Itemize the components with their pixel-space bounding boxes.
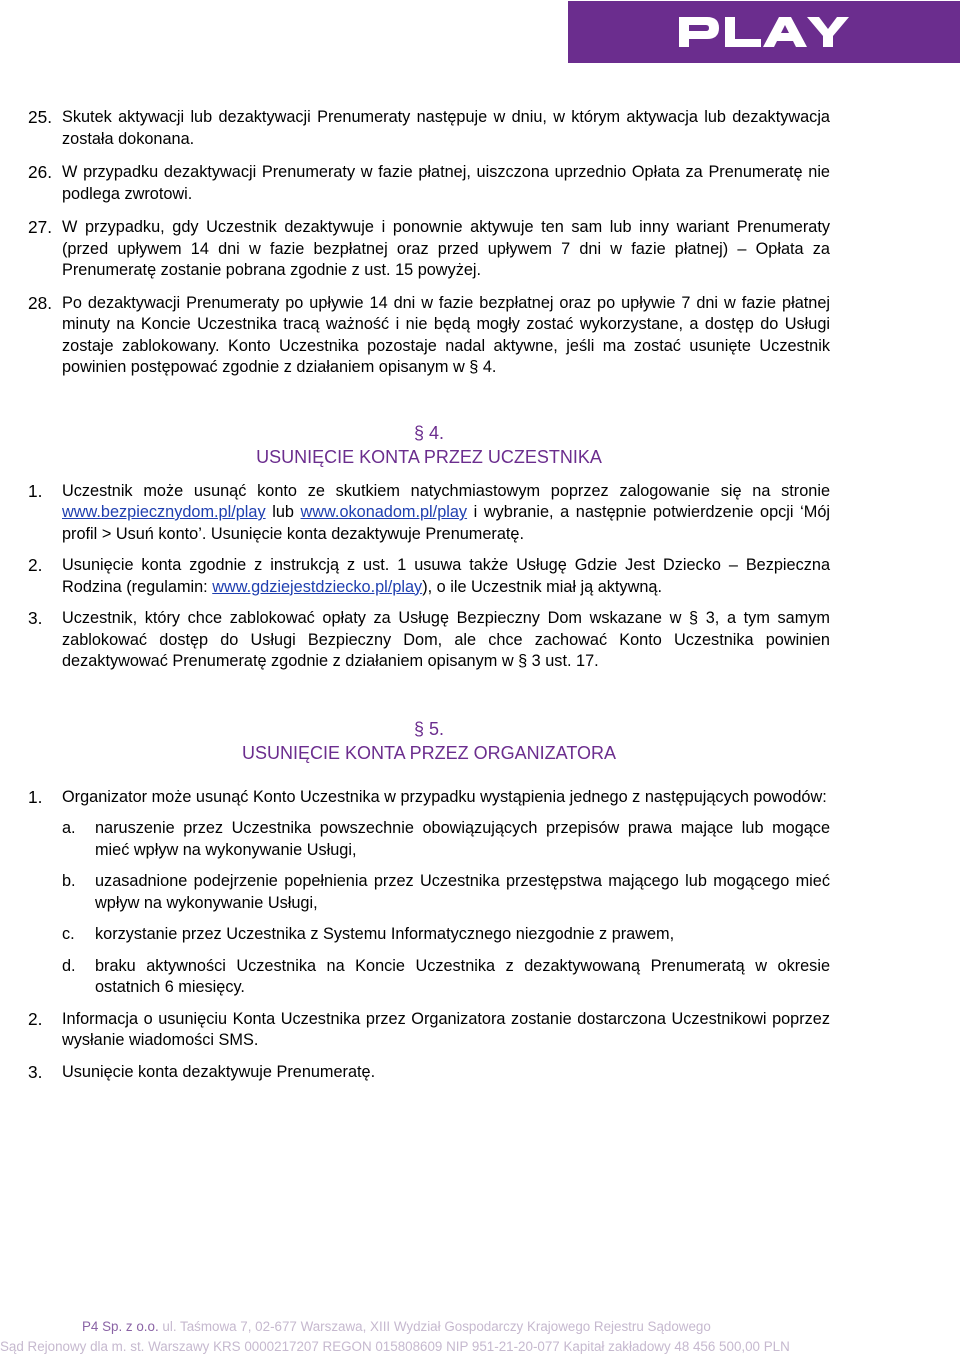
paragraph-number: 26. (28, 162, 53, 182)
subitem-letter: a. (62, 819, 76, 837)
section-5-item-1 (28, 787, 830, 809)
section-5-subitem-d (28, 956, 830, 999)
item-number: 1. (28, 786, 43, 807)
item-text: lub (265, 503, 301, 521)
section-title: USUNIĘCIE KONTA PRZEZ ORGANIZATORA (241, 742, 617, 763)
footer-address: ul. Taśmowa 7, 02-677 Warszawa, XIII Wydział Gospodarczy Krajowego Rejestru Sądowego (158, 1319, 711, 1334)
paragraph-28 (28, 293, 830, 379)
item-number: 2. (28, 555, 43, 575)
section-number: § 5. (413, 718, 445, 739)
section-number: § 4. (413, 422, 445, 443)
footer-registry: Sąd Rejonowy dla m. st. Warszawy KRS 0000217207 REGON 015808609 NIP 951-21-20-077 Kapitał zakładowy 48 456 500,00 PLN (0, 1339, 790, 1354)
subitem-letter: c. (62, 925, 75, 943)
subitem-text: braku aktywności Uczestnika na Koncie Uczestnika z dezaktywowaną Prenumeratą w okresie ostatnich 6 miesięcy. (95, 956, 830, 996)
paragraph-text: W przypadku dezaktywacji Prenumeraty w fazie płatnej, uiszczona uprzednio Opłata za Prenumeratę nie podlega zwrotowi. (62, 163, 830, 203)
item-number: 2. (28, 1008, 43, 1029)
item-text: i wybranie, a następnie potwierdzenie opcji ‘Mój profil > Usuń konto’. Usunięcie konta dezaktywuje Prenumeratę. (62, 503, 830, 543)
footer-company: P4 Sp. z o.o. (82, 1319, 159, 1334)
section-4-heading (28, 421, 830, 469)
paragraph-number: 27. (28, 217, 53, 237)
paragraph-25 (28, 107, 830, 150)
subitem-text: uzasadnione podejrzenie popełnienia przez Uczestnika przestępstwa mającego lub mogącego mieć wpływ na wykonywanie Usługi, (95, 872, 830, 912)
paragraph-text: W przypadku, gdy Uczestnik dezaktywuje i ponownie aktywuje ten sam lub inny wariant Prenumeraty (przed upływem 14 dni w fazie bezpłatnej oraz przed upływem 7 dni w fazie płatnej) – Opłata za Prenumeratę zostanie pobrana zgodnie z ust. 15 powyżej. (62, 218, 830, 279)
section-5-item-2 (28, 1009, 830, 1052)
section-4-item-2 (28, 555, 830, 598)
subitem-text: naruszenie przez Uczestnika powszechnie obowiązujących przepisów prawa mające lub mogące mieć wpływ na wykonywanie Usługi, (95, 819, 830, 859)
paragraph-text: Po dezaktywacji Prenumeraty po upływie 14 dni w fazie bezpłatnej oraz po upływie 7 dni w fazie płatnej minuty na Koncie Uczestnika tracą ważność i nie będą mogły zostać wykorzystane, a dostęp do Usługi zostaje zablokowany. Konto Uczestnika pozostaje nadal aktywne, jeśli ma zostać usunięte Uczestnik powinien postępować zgodnie z działaniem opisanym w § 4. (62, 293, 830, 376)
section-5-item-3 (28, 1062, 830, 1084)
item-text: ), o ile Uczestnik miał ją aktywną. (422, 577, 662, 596)
item-text: Uczestnik, który chce zablokować opłaty za Usługę Bezpieczny Dom wskazane w § 3, a tym samym zablokować dostęp do Usługi Bezpieczny Dom, ale chce zachować Konto Uczestnika powinien dezaktywować Prenumeratę zgodnie z działaniem opisanym w § 3 ust. 17. (62, 609, 830, 670)
item-text: Uczestnik może usunąć konto ze skutkiem natychmiastowym poprzez zalogowanie się na stronie (62, 481, 830, 500)
section-4-item-1 (28, 481, 830, 546)
item-number: 3. (28, 1061, 43, 1082)
paragraph-text: Skutek aktywacji lub dezaktywacji Prenumeraty następuje w dniu, w którym aktywacja lub dezaktywacja została dokonana. (62, 108, 830, 148)
item-number: 1. (28, 480, 43, 501)
paragraph-number: 25. (28, 107, 53, 127)
paragraph-number: 28. (28, 292, 53, 313)
play-logo (568, 1, 960, 63)
section-title: USUNIĘCIE KONTA PRZEZ UCZESTNIKA (256, 446, 602, 467)
subitem-text: korzystanie przez Uczestnika z Systemu Informatycznego niezgodnie z prawem, (95, 925, 675, 943)
okonadom-link[interactable]: www.okonadom.pl/play (300, 503, 468, 521)
paragraph-26 (28, 162, 830, 205)
footer-line-2 (0, 1339, 960, 1354)
item-number: 3. (28, 608, 43, 628)
subitem-letter: d. (62, 956, 76, 975)
document-body (28, 107, 830, 1083)
section-5-heading (28, 717, 830, 765)
section-4-item-3 (28, 608, 830, 673)
section-5-subitem-b (28, 871, 830, 914)
bezpiecznydom-link[interactable]: www.bezpiecznydom.pl/play (62, 503, 266, 521)
item-text: Usunięcie konta dezaktywuje Prenumeratę. (62, 1062, 376, 1081)
item-text: Organizator może usunąć Konto Uczestnika w przypadku wystąpienia jednego z następujących powodów: (62, 787, 827, 806)
section-5-subitem-a (28, 818, 830, 861)
play-logo-icon (679, 15, 849, 49)
item-text: Usunięcie konta zgodnie z instrukcją z ust. 1 usuwa także Usługę Gdzie Jest Dziecko – Bezpieczna Rodzina (regulamin: (62, 556, 830, 596)
item-text: Informacja o usunięciu Konta Uczestnika przez Organizatora zostanie dostarczona Uczestnikowi poprzez wysłanie wiadomości SMS. (62, 1009, 830, 1049)
gdziejestdziecko-link[interactable]: www.gdziejestdziecko.pl/play (212, 577, 423, 596)
paragraph-27 (28, 217, 830, 282)
section-5-subitem-c (28, 924, 830, 946)
footer-line-1 (0, 1319, 960, 1334)
subitem-letter: b. (62, 872, 76, 890)
